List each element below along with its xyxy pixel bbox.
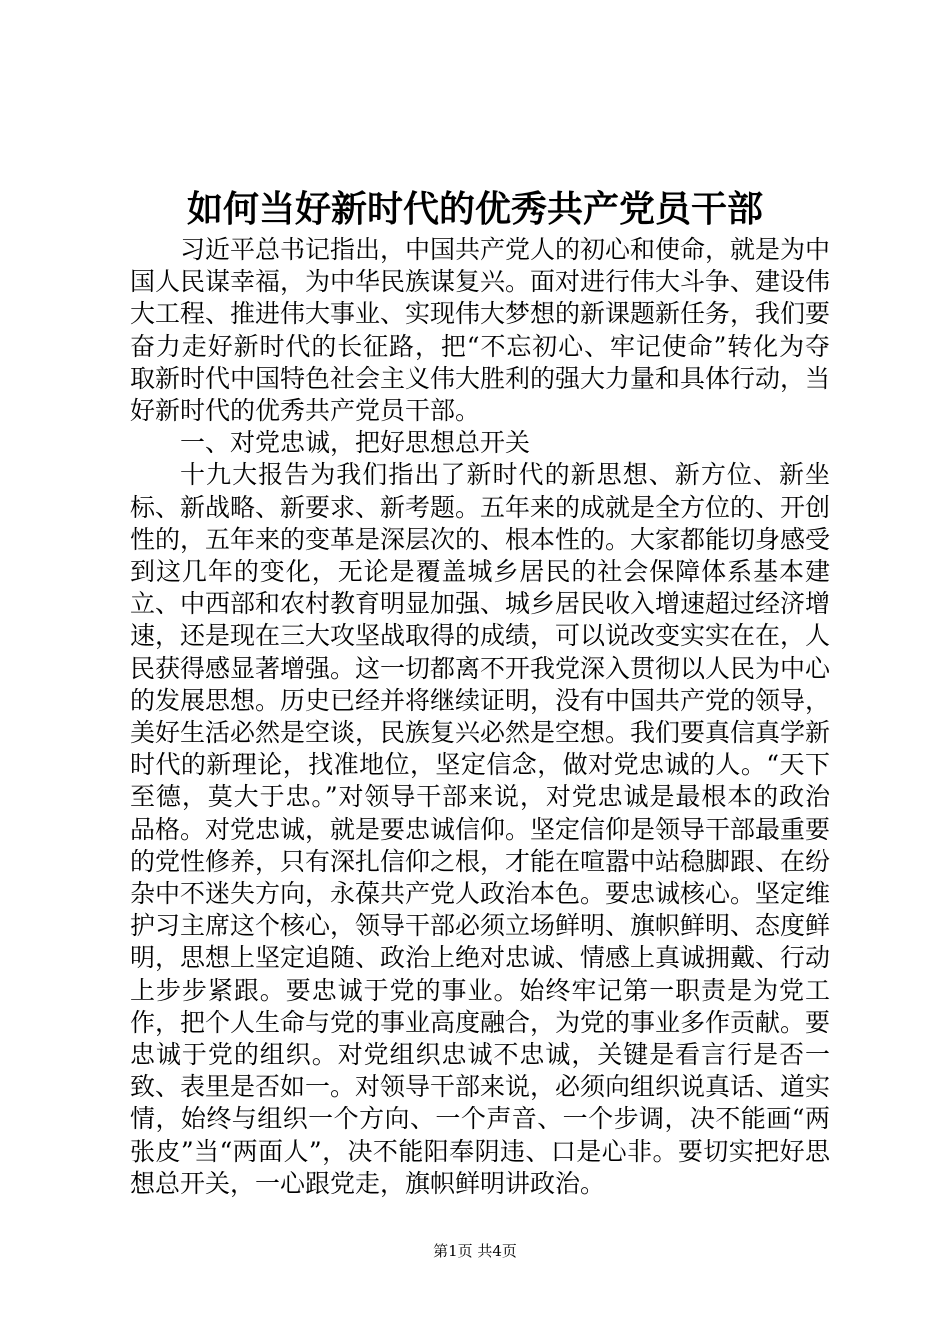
document-title: 如何当好新时代的优秀共产党员干部 — [186, 188, 763, 230]
page-footer: 第1页 共4页 — [433, 1242, 517, 1260]
intro-paragraph: 习近平总书记指出，中国共产党人的初心和使命，就是为中国人民谋幸福，为中华民族谋复兴。面对进行伟大斗争、建设伟大工程、推进伟大事业、实现伟大梦想的新课题新任务，我们要奋力走好新时代的长征路，把“不忘初心、牢记使命”转化为夺取新时代中国特色社会主义伟大胜利的强大力量和具体行动，当好新时代的优秀共产党员干部。 — [130, 235, 831, 426]
section-heading: 一、对党忠诚，把好思想总开关 — [180, 428, 531, 458]
section-paragraph: 十九大报告为我们指出了新时代的新思想、新方位、新坐标、新战略、新要求、新考题。五年来的成就是全方位的、开创性的，五年来的变革是深层次的、根本性的。大家都能切身感受到这几年的变化，无论是覆盖城乡居民的社会保障体系基本建立、中西部和农村教育明显加强、城乡居民收入增速超过经济增速，还是现在三大攻坚战取得的成绩，可以说改变实实在在，人民获得感显著增强。这一切都离不开我党深入贯彻以人民为中心的发展思想。历史已经并将继续证明，没有中国共产党的领导，美好生活必然是空谈，民族复兴必然是空想。我们要真信真学新时代的新理论，找准地位，坚定信念，做对党忠诚的人。“天下至德，莫大于忠。”对领导干部来说，对党忠诚是最根本的政治品格。对党忠诚，就是要忠诚信仰。坚定信仰是领导干部最重要的党性修养，只有深扎信仰之根，才能在喧嚣中站稳脚跟、在纷杂中不迷失方向，永葆共产党人政治本色。要忠诚核心。坚定维护习主席这个核心，领导干部必须立场鲜明、旗帜鲜明、态度鲜明，思想上坚定追随、政治上绝对忠诚、情感上真诚拥戴、行动上步步紧跟。要忠诚于党的事业。始终牢记第一职责是为党工作，把个人生命与党的事业高度融合，为党的事业多作贡献。要忠诚于党的组织。对党组织忠诚不忠诚，关键是看言行是否一致、表里是否如一。对领导干部来说，必须向组织说真话、道实情，始终与组织一个方向、一个声音、一个步调，决不能画“两张皮”当“两面人”，决不能阳奉阴违、口是心非。要切实把好思想总开关，一心跟党走，旗帜鲜明讲政治。 — [130, 460, 831, 1198]
document-body — [130, 234, 830, 1200]
